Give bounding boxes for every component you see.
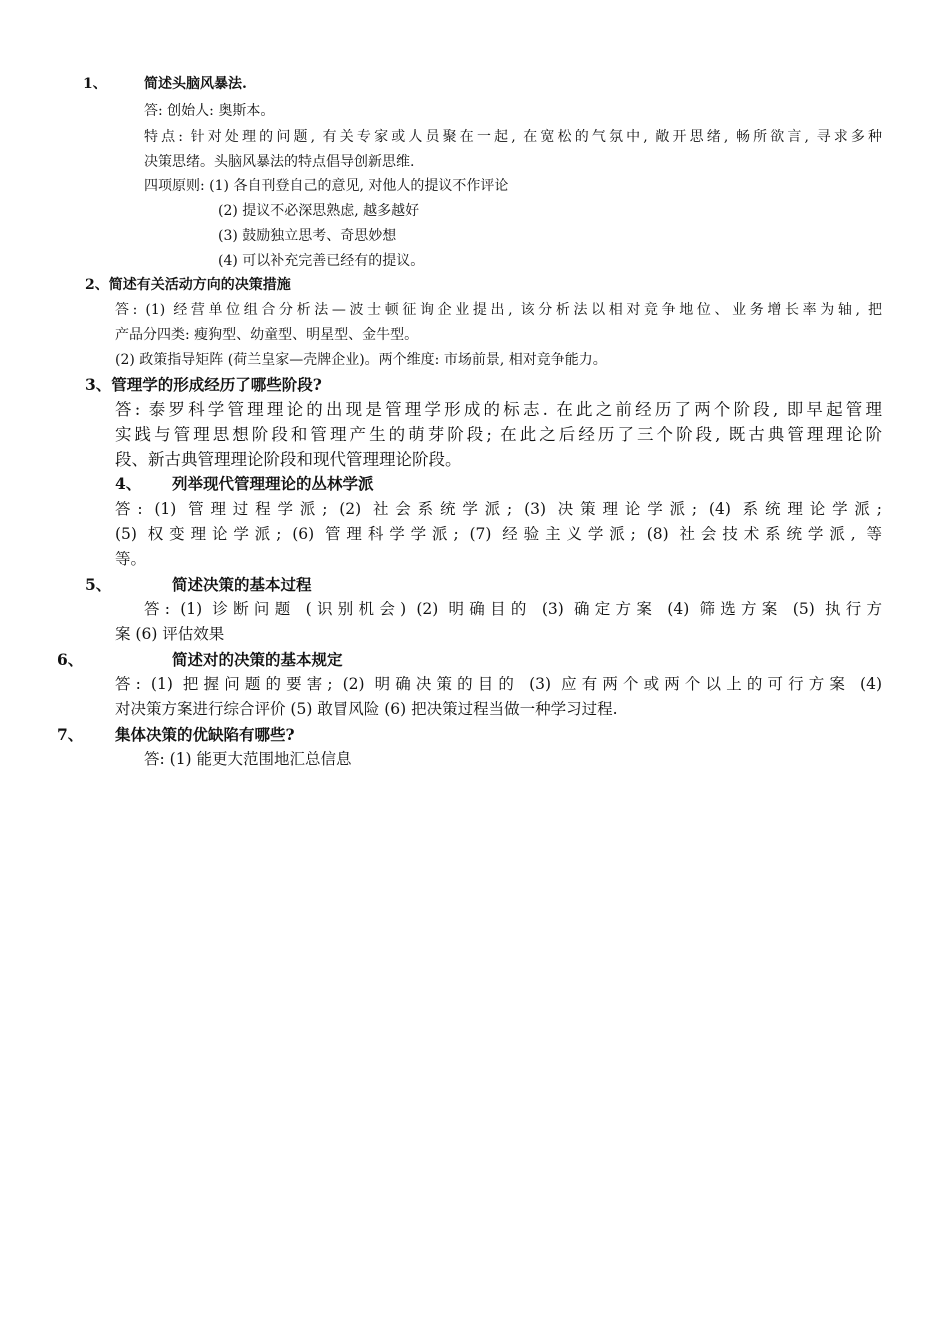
- q4-answer-line-3: 等。: [115, 550, 147, 568]
- q1-answer-line-7: (4) 可以补充完善已经有的提议。: [218, 253, 425, 269]
- q1-answer-line-2: 特点: 针对处理的问题, 有关专家或人员聚在一起, 在宽松的气氛中, 敞开思绪, 畅所欲言, 寻求多种: [144, 129, 882, 145]
- q1-answer-line-1: 答: 创始人: 奥斯本。: [144, 103, 275, 119]
- q1-answer-line-3: 决策思绪。头脑风暴法的特点倡导创新思维.: [144, 154, 415, 170]
- q2-answer-line-1: 答: (1) 经营单位组合分析法—波士顿征询企业提出, 该分析法以相对竞争地位、业务增长率为轴, 把: [115, 302, 882, 318]
- q3-answer-line-2: 实践与管理思想阶段和管理产生的萌芽阶段; 在此之后经历了三个阶段, 既古典管理理论阶: [115, 425, 882, 444]
- q5-title: 简述决策的基本过程: [172, 575, 312, 594]
- q3-answer-line-3: 段、新古典管理理论阶段和现代管理理论阶段。: [115, 450, 462, 469]
- q5-answer-line-2: 案 (6) 评估效果: [115, 625, 225, 643]
- q1-answer-line-4: 四项原则: (1) 各自刊登自己的意见, 对他人的提议不作评论: [144, 178, 509, 194]
- q1-number: 1、: [83, 76, 107, 92]
- q4-number: 4、: [115, 474, 142, 493]
- q2-answer-line-3: (2) 政策指导矩阵 (荷兰皇家—壳牌企业)。两个维度: 市场前景, 相对竞争能力。: [115, 352, 607, 368]
- q3-title: 3、管理学的形成经历了哪些阶段?: [85, 375, 322, 394]
- q2-title: 2、简述有关活动方向的决策措施: [85, 277, 291, 293]
- q6-title: 简述对的决策的基本规定: [172, 650, 343, 669]
- q4-title: 列举现代管理理论的丛林学派: [172, 474, 374, 493]
- q5-number: 5、: [85, 575, 112, 594]
- q2-answer-line-2: 产品分四类: 瘦狗型、幼童型、明星型、金牛型。: [115, 327, 419, 343]
- q7-title: 集体决策的优缺陷有哪些?: [115, 725, 295, 744]
- q6-number: 6、: [57, 650, 84, 669]
- q5-answer-line-1: 答: (1) 诊断问题 (识别机会) (2) 明确目的 (3) 确定方案 (4) 筛选方案 (5) 执行方: [144, 600, 882, 618]
- q1-title: 简述头脑风暴法.: [144, 76, 247, 92]
- q6-answer-line-2: 对决策方案进行综合评价 (5) 敢冒风险 (6) 把决策过程当做一种学习过程.: [115, 700, 618, 718]
- q1-answer-line-6: (3) 鼓励独立思考、奇思妙想: [218, 228, 397, 244]
- q7-answer-line-1: 答: (1) 能更大范围地汇总信息: [144, 750, 352, 768]
- q3-answer-line-1: 答: 泰罗科学管理理论的出现是管理学形成的标志. 在此之前经历了两个阶段, 即早起管理: [115, 400, 882, 419]
- q6-answer-line-1: 答: (1) 把握问题的要害; (2) 明确决策的目的 (3) 应有两个或两个以上的可行方案 (4): [115, 675, 882, 693]
- q7-number: 7、: [57, 725, 84, 744]
- q4-answer-line-2: (5) 权变理论学派; (6) 管理科学学派; (7) 经验主义学派; (8) 社会技术系统学派, 等: [115, 525, 882, 543]
- q4-answer-line-1: 答: (1) 管理过程学派; (2) 社会系统学派; (3) 决策理论学派; (4) 系统理论学派;: [115, 500, 882, 518]
- q1-answer-line-5: (2) 提议不必深思熟虑, 越多越好: [218, 203, 420, 219]
